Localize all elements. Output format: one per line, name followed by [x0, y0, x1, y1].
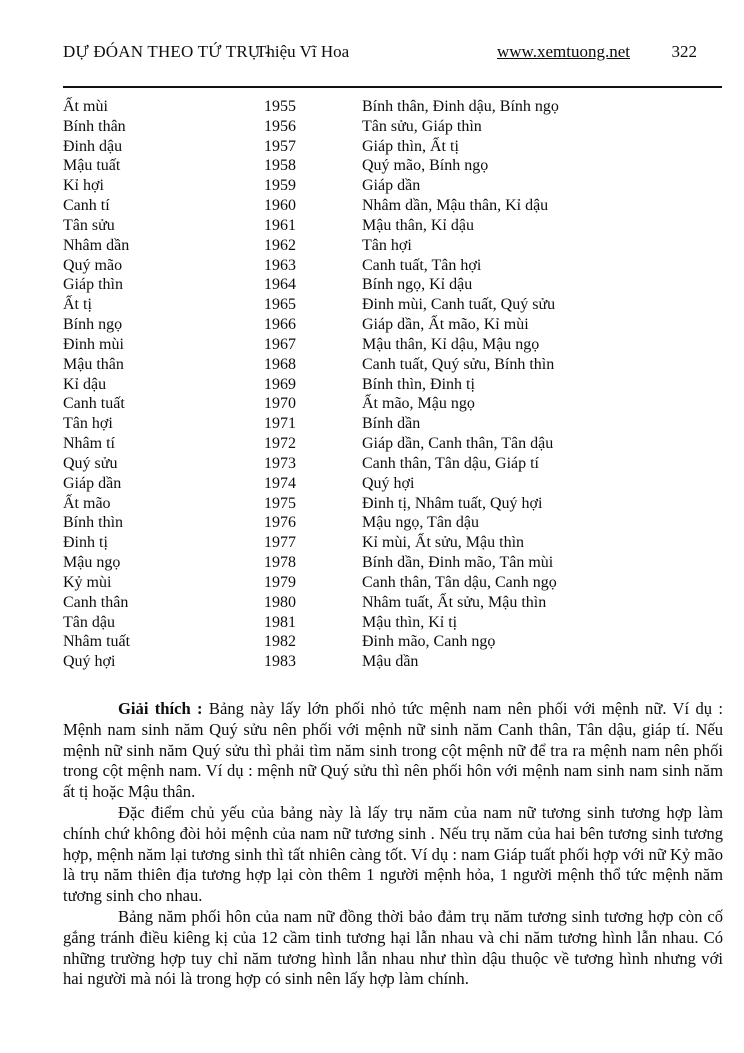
male-year-name-cell: Canh tuất [63, 395, 125, 413]
year-cell: 1959 [264, 177, 296, 195]
female-year-matches-cell: Mậu thìn, Kỉ tị [362, 613, 458, 631]
male-year-name-cell: Kỉ hợi [63, 177, 104, 195]
year-cell: 1966 [264, 316, 296, 334]
paragraph-bang-nam-phoi-hon: Bảng năm phối hôn của nam nữ đồng thời bảo đảm trụ năm tương sinh tương hợp còn cố gắng tránh điều kiêng kị của 12 cầm tinh tương hại lẫn nhau và chi năm tương hình lẫn nhau. Có những trường hợp tuy chỉ năm tương hình lẫn nhau như thìn dậu thuộc về tương hình nhưng với hai người mà nói là trong hợp có sinh nên lấy hợp làm chính. [63, 906, 723, 989]
male-year-name-cell: Tân hợi [63, 415, 113, 433]
year-cell: 1971 [264, 415, 296, 433]
table-row [63, 117, 722, 137]
book-title: DỰ ĐÓAN THEO TỨ TRỤ - [63, 42, 271, 61]
female-year-matches-cell: Quý hợi [362, 474, 415, 492]
page-number: 322 [671, 42, 697, 61]
male-year-name-cell: Kỉ dậu [63, 375, 107, 393]
male-year-name-cell: Mậu thân [63, 355, 124, 373]
table-row [63, 414, 722, 434]
table-row [63, 533, 722, 553]
year-pairing-table [63, 97, 722, 672]
male-year-name-cell: Đinh mùi [63, 335, 124, 353]
table-row [63, 355, 722, 375]
female-year-matches-cell: Giáp dần [362, 177, 421, 195]
male-year-name-cell: Tân sửu [63, 216, 115, 234]
female-year-matches-cell: Giáp thìn, Ất tị [362, 137, 459, 155]
table-row [63, 156, 722, 176]
table-row [63, 137, 722, 157]
year-cell: 1982 [264, 633, 296, 651]
male-year-name-cell: Giáp dần [63, 474, 122, 492]
male-year-name-cell: Bính thân [63, 117, 126, 135]
year-cell: 1963 [264, 256, 296, 274]
table-row [63, 434, 722, 454]
year-cell: 1980 [264, 593, 296, 611]
table-row [63, 335, 722, 355]
year-cell: 1960 [264, 197, 296, 215]
male-year-name-cell: Nhâm tí [63, 435, 115, 453]
year-cell: 1978 [264, 554, 296, 572]
year-cell: 1967 [264, 335, 296, 353]
male-year-name-cell: Kỷ mùi [63, 573, 112, 591]
male-year-name-cell: Quý hợi [63, 653, 116, 671]
giai-thich-text: Bảng này lấy lớn phối nhỏ tức mệnh nam nên phối với mệnh nữ. Ví dụ : Mệnh nam sinh năm Quý sửu nên phối với mệnh nữ sinh năm Canh thân, Tân dậu, giáp tí. Nếu mệnh nữ sinh năm Quý sửu thì phải tìm năm sinh trong cột mệnh nữ để tra ra mệnh nam nên phối trong cột mệnh nam. Ví dụ : mệnh nữ Quý sửu thì nên phối hôn với mệnh nam sinh nam sinh năm ất tị hoặc Mậu thân. [63, 699, 723, 802]
page-header [63, 42, 722, 64]
male-year-name-cell: Đinh tị [63, 534, 108, 552]
male-year-name-cell: Bính ngọ [63, 316, 123, 334]
table-row [63, 216, 722, 236]
female-year-matches-cell: Tân hợi [362, 236, 412, 254]
year-cell: 1969 [264, 375, 296, 393]
table-row [63, 593, 722, 613]
year-cell: 1977 [264, 534, 296, 552]
male-year-name-cell: Mậu ngọ [63, 554, 121, 572]
female-year-matches-cell: Giáp dần, Canh thân, Tân dậu [362, 435, 554, 453]
female-year-matches-cell: Mậu ngọ, Tân dậu [362, 514, 480, 532]
female-year-matches-cell: Đinh tị, Nhâm tuất, Quý hợi [362, 494, 543, 512]
male-year-name-cell: Đinh dậu [63, 137, 123, 155]
male-year-name-cell: Ất mão [63, 494, 111, 512]
table-row [63, 613, 722, 633]
table-row [63, 394, 722, 414]
paragraph-dac-diem: Đặc điểm chủ yếu của bảng này là lấy trụ năm của nam nữ tương sinh tương hợp làm chính chứ không đòi hỏi mệnh của nam nữ tương sinh . Nếu trụ năm của hai bên tương sinh tương hợp, mệnh năm lại tương sinh thì tất nhiên càng tốt. Ví dụ : nam Giáp tuất phối hợp với nữ Kỷ mão là trụ năm thiên địa tương hợp lại còn thêm 1 người mệnh hỏa, 1 người mệnh thổ tức mệnh năm tương sinh cho nhau. [63, 802, 723, 906]
female-year-matches-cell: Đinh mão, Canh ngọ [362, 633, 496, 651]
female-year-matches-cell: Giáp dần, Ất mão, Kỉ mùi [362, 316, 529, 334]
female-year-matches-cell: Mậu thân, Kỉ dậu, Mậu ngọ [362, 335, 540, 353]
female-year-matches-cell: Đinh mùi, Canh tuất, Quý sửu [362, 296, 556, 314]
table-row [63, 196, 722, 216]
male-year-name-cell: Quý sửu [63, 454, 118, 472]
female-year-matches-cell: Mậu dần [362, 653, 419, 671]
male-year-name-cell: Nhâm tuất [63, 633, 131, 651]
female-year-matches-cell: Tân sửu, Giáp thìn [362, 117, 482, 135]
year-cell: 1957 [264, 137, 296, 155]
male-year-name-cell: Mậu tuất [63, 157, 121, 175]
male-year-name-cell: Giáp thìn [63, 276, 123, 294]
paragraph-giai-thich [63, 699, 723, 803]
year-cell: 1956 [264, 117, 296, 135]
year-cell: 1965 [264, 296, 296, 314]
female-year-matches-cell: Bính thân, Đinh dậu, Bính ngọ [362, 98, 559, 115]
year-cell: 1955 [264, 98, 296, 115]
year-cell: 1958 [264, 157, 296, 175]
female-year-matches-cell: Canh thân, Tân dậu, Canh ngọ [362, 573, 557, 591]
female-year-matches-cell: Bính thìn, Đinh tị [362, 375, 475, 393]
male-year-name-cell: Canh thân [63, 593, 129, 611]
female-year-matches-cell: Ất mão, Mậu ngọ [362, 395, 475, 413]
table-row [63, 632, 722, 652]
table-row [63, 553, 722, 573]
female-year-matches-cell: Canh tuất, Tân hợi [362, 256, 482, 274]
year-cell: 1972 [264, 435, 296, 453]
giai-thich-label: Giải thích : [118, 699, 203, 718]
year-cell: 1961 [264, 216, 296, 234]
table-row [63, 236, 722, 256]
male-year-name-cell: Ất tị [63, 296, 92, 314]
table-row [63, 375, 722, 395]
year-cell: 1970 [264, 395, 296, 413]
table-row [63, 295, 722, 315]
female-year-matches-cell: Canh tuất, Quý sửu, Bính thìn [362, 355, 555, 373]
year-cell: 1976 [264, 514, 296, 532]
website-link: www.xemtuong.net [497, 42, 630, 61]
male-year-name-cell: Canh tí [63, 197, 110, 215]
table-row [63, 256, 722, 276]
female-year-matches-cell: Kỉ mùi, Ất sửu, Mậu thìn [362, 534, 525, 552]
table-row [63, 494, 722, 514]
male-year-name-cell: Bính thìn [63, 514, 124, 532]
table-row [63, 176, 722, 196]
table-row [63, 454, 722, 474]
female-year-matches-cell: Nhâm dần, Mậu thân, Kỉ dậu [362, 197, 549, 215]
table-row [63, 573, 722, 593]
table-row [63, 315, 722, 335]
male-year-name-cell: Tân dậu [63, 613, 115, 631]
table-row [63, 275, 722, 295]
year-cell: 1974 [264, 474, 296, 492]
year-cell: 1964 [264, 276, 296, 294]
year-cell: 1983 [264, 653, 296, 671]
table-row [63, 513, 722, 533]
male-year-name-cell: Ất mùi [63, 98, 108, 115]
female-year-matches-cell: Bính dần, Đinh mão, Tân mùi [362, 554, 554, 572]
header-divider [63, 86, 722, 88]
year-cell: 1968 [264, 355, 296, 373]
female-year-matches-cell: Bính dần [362, 415, 421, 433]
table-row [63, 652, 722, 672]
table-row [63, 474, 722, 494]
year-cell: 1981 [264, 613, 296, 631]
female-year-matches-cell: Bính ngọ, Kỉ dậu [362, 276, 473, 294]
explanation-section [63, 699, 723, 990]
female-year-matches-cell: Quý mão, Bính ngọ [362, 157, 489, 175]
female-year-matches-cell: Nhâm tuất, Ất sửu, Mậu thìn [362, 593, 547, 611]
female-year-matches-cell: Canh thân, Tân dậu, Giáp tí [362, 454, 539, 472]
male-year-name-cell: Nhâm dần [63, 236, 130, 254]
year-cell: 1979 [264, 573, 296, 591]
female-year-matches-cell: Mậu thân, Kỉ dậu [362, 216, 474, 234]
table-row [63, 97, 722, 117]
year-cell: 1975 [264, 494, 296, 512]
year-cell: 1962 [264, 236, 296, 254]
author-name: Thiệu Vĩ Hoa [256, 42, 350, 61]
male-year-name-cell: Quý mão [63, 256, 123, 274]
year-cell: 1973 [264, 454, 296, 472]
